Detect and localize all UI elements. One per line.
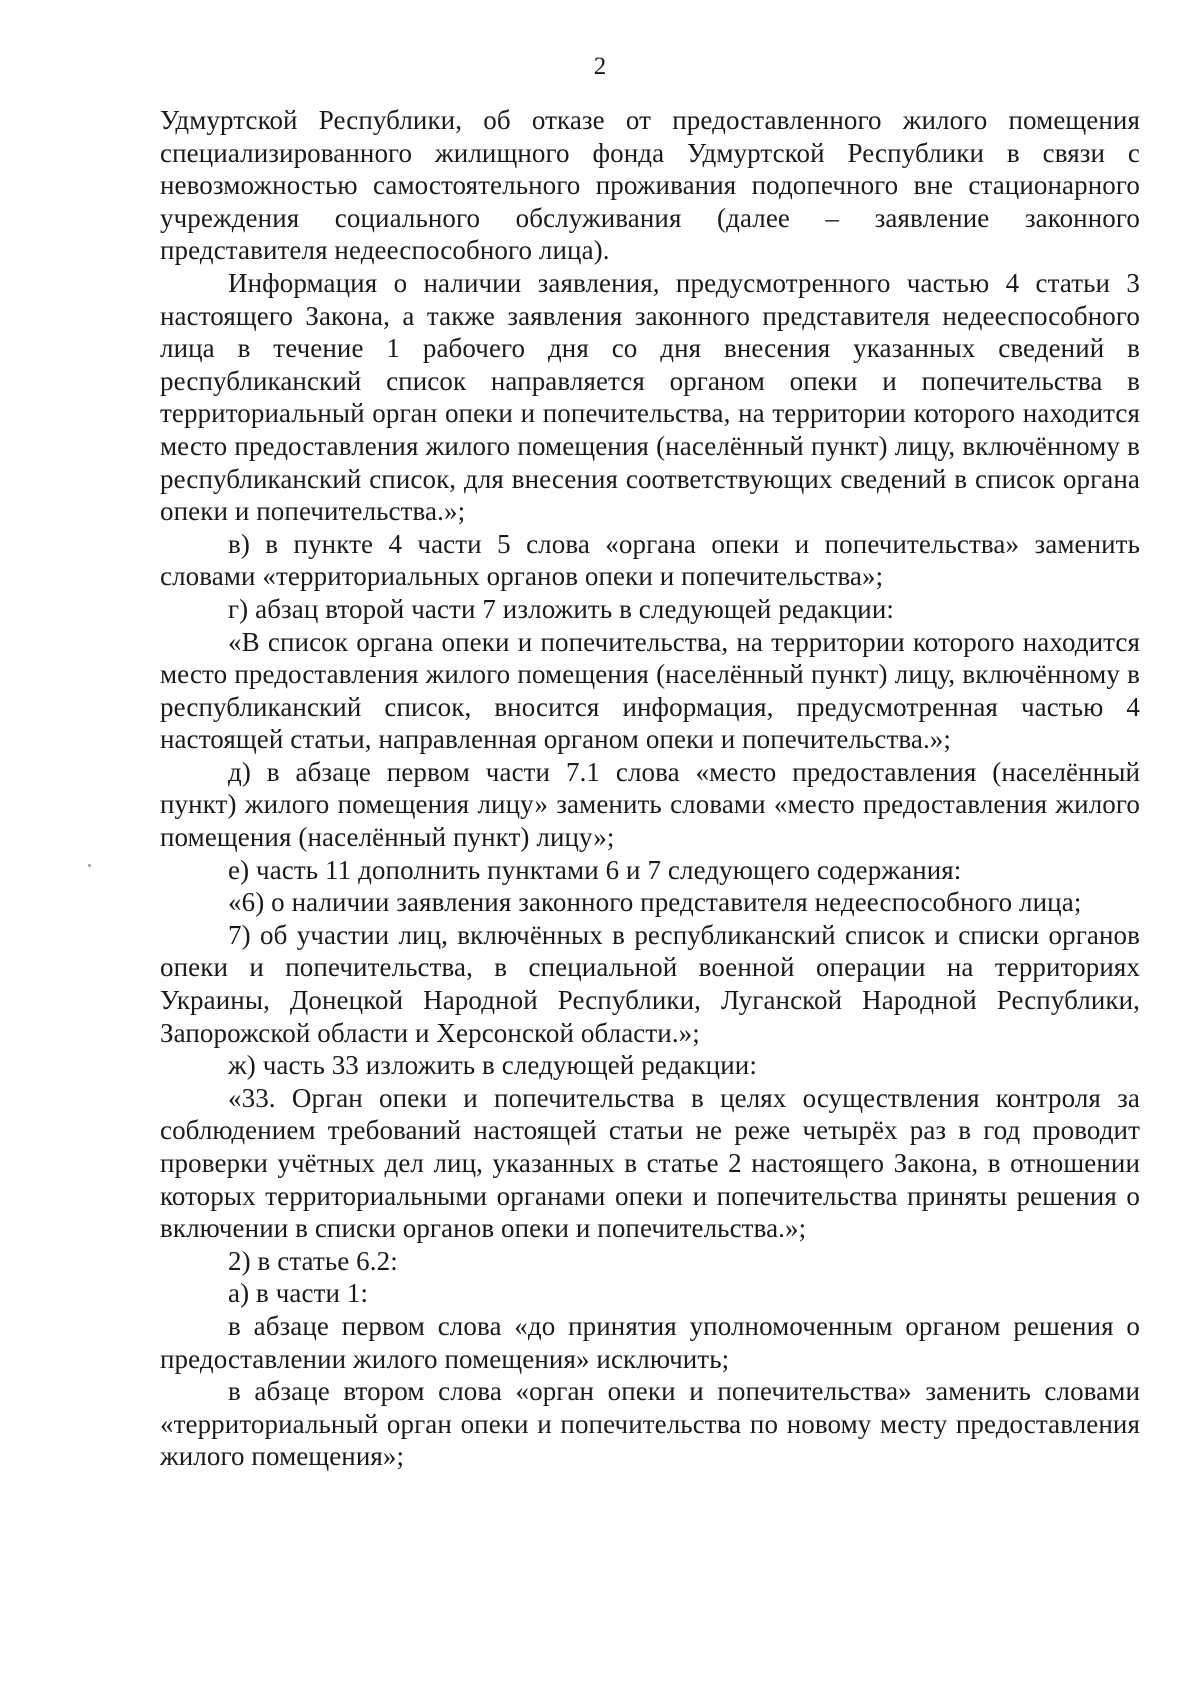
paragraph-item-g: г) абзац второй части 7 изложить в следующей редакции: — [228, 593, 894, 624]
paragraph-item-e-point-6: «6) о наличии заявления законного представителя недееспособного лица; — [228, 887, 1082, 918]
paragraph-first-abzac: в абзаце первом слова «до принятия уполномоченным органом решения о предоставлении жилого помещения» исключить; — [160, 1310, 1140, 1374]
paragraph-second-abzac: в абзаце втором слова «орган опеки и попечительства» заменить словами «территориальный орган опеки и попечительства по новому месту предоставления жилого помещения»; — [160, 1376, 1140, 1472]
paragraph-item-zh: ж) часть 33 изложить в следующей редакции: — [228, 1050, 757, 1081]
paragraph-item-g-quote: «В список органа опеки и попечительства, на территории которого находится место предоставления жилого помещения (населённый пункт) лицу, включённому в республиканский список, вносится информация, предусмотренная частью 4 настоящей статьи, направленная органом опеки и попечительства.»; — [160, 626, 1140, 755]
paragraph-article-6-2: 2) в статье 6.2: — [228, 1245, 398, 1276]
paragraph-item-zh-quote: «33. Орган опеки и попечительства в целях осуществления контроля за соблюдением требований настоящей статьи не реже четырёх раз в год проводит проверки учётных дел лиц, указанных в статье 2 настоящего Закона, в отношении которых территориальными органами опеки и попечительства приняты решения о включении в списки органов опеки и попечительства.»; — [160, 1082, 1140, 1244]
paragraph-item-e: е) часть 11 дополнить пунктами 6 и 7 следующего содержания: — [228, 854, 962, 885]
paragraph-item-e-point-7: 7) об участии лиц, включённых в республиканский список и списки органов опеки и попечительства, в специальной военной операции на территориях Украины, Донецкой Народной Республики, Луганской Народной Республики, Запорожской области и Херсонской области.»; — [160, 919, 1140, 1048]
scan-speck — [88, 864, 91, 867]
paragraph-information: Информация о наличии заявления, предусмотренного частью 4 статьи 3 настоящего Закона, а также заявления законного представителя недееспособного лица в течение 1 рабочего дня со дня внесения указанных сведений в республиканский список направляется органом опеки и попечительства в территориальный орган опеки и попечительства, на территории которого находится место предоставления жилого помещения (населённый пункт) лицу, включённому в республиканский список, для внесения соответствующих сведений в список органа опеки и попечительства.»; — [160, 267, 1140, 527]
paragraph-continuation: Удмуртской Республики, об отказе от предоставленного жилого помещения специализированного жилищного фонда Удмуртской Республики в связи с невозможностью самостоятельного проживания подопечного вне стационарного учреждения социального обслуживания (далее – заявление законного представителя недееспособного лица). — [160, 105, 1140, 266]
paragraph-part-1: а) в части 1: — [228, 1278, 369, 1309]
document-body — [160, 104, 1140, 1473]
paragraph-item-v: в) в пункте 4 части 5 слова «органа опеки и попечительства» заменить словами «территориальных органов опеки и попечительства»; — [160, 528, 1140, 592]
paragraph-item-d: д) в абзаце первом части 7.1 слова «место предоставления (населённый пункт) жилого помещения лицу» заменить словами «место предоставления жилого помещения (населённый пункт) лицу»; — [160, 756, 1140, 853]
page-number: 2 — [593, 53, 607, 80]
